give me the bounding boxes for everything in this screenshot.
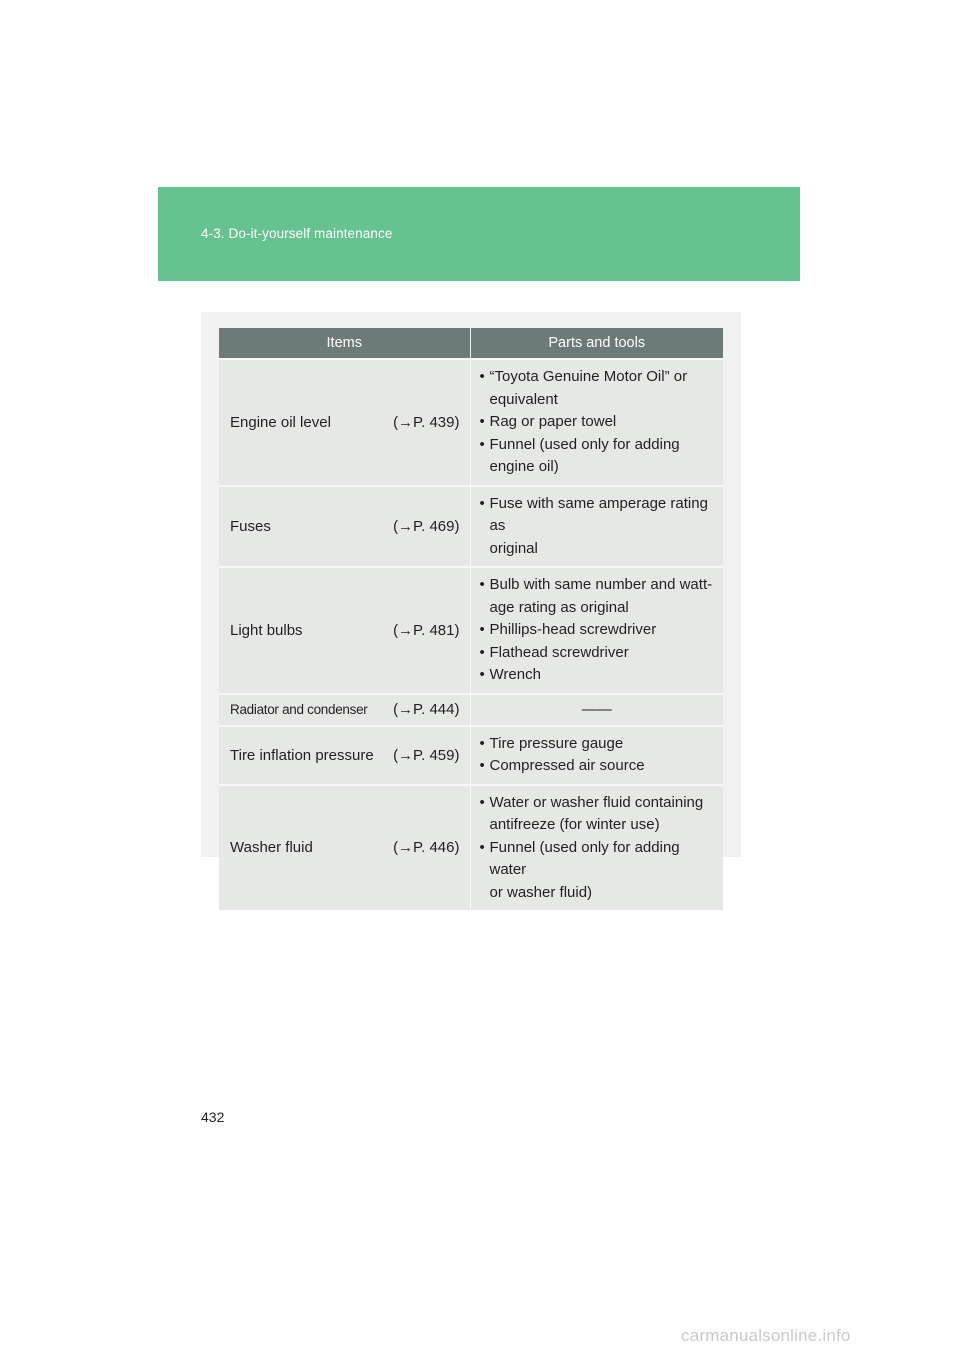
item-cell [219, 567, 470, 694]
item-cell [219, 726, 470, 785]
item-name: Radiator and condenser [230, 702, 368, 717]
page-reference: (→P. 481) [393, 621, 460, 639]
list-item-continuation: antifreeze (for winter use) [489, 816, 660, 833]
list-item-continuation: equivalent [489, 390, 558, 408]
page-reference: (→P. 446) [393, 839, 460, 857]
list-item: • Tire pressure gauge [479, 734, 624, 752]
list-item: • “Toyota Genuine Motor Oil” or [479, 368, 688, 385]
table-row [219, 359, 723, 486]
list-item: • Wrench [479, 666, 541, 683]
tools-cell [470, 785, 723, 911]
list-item: • Water or washer fluid containing [479, 793, 704, 811]
items-panel [201, 312, 741, 901]
column-header-tools: Parts and tools [470, 328, 723, 359]
maintenance-items-table [219, 328, 723, 910]
table-row [219, 567, 723, 694]
item-cell [219, 486, 470, 568]
item-name: Light bulbs [230, 621, 303, 639]
list-item: • Phillips-head screwdriver [479, 621, 657, 638]
item-cell [219, 694, 470, 726]
tools-cell [470, 694, 723, 726]
list-item: • Funnel (used only for adding water [479, 838, 680, 878]
item-cell [219, 785, 470, 911]
table-row [219, 486, 723, 568]
item-name: Engine oil level [230, 413, 331, 431]
page-reference: (→P. 459) [393, 746, 460, 764]
item-name: Fuses [230, 517, 271, 535]
page-reference: (→P. 444) [393, 701, 460, 718]
list-item: • Bulb with same number and watt- [479, 576, 713, 593]
list-item: • Compressed air source [479, 757, 645, 774]
list-item-continuation: age rating as original [489, 598, 629, 616]
watermark: carmanualsonline.info [681, 1326, 851, 1345]
list-item-continuation: original [489, 539, 538, 557]
table-row [219, 726, 723, 785]
table-row [219, 785, 723, 911]
section-title: 4-3. Do-it-yourself maintenance [201, 226, 393, 241]
column-header-items: Items [219, 328, 470, 359]
page-reference: (→P. 469) [393, 517, 460, 535]
no-tools-dash: —— [581, 701, 612, 718]
list-item: • Funnel (used only for adding [479, 435, 680, 453]
list-item-continuation: engine oil) [489, 458, 559, 475]
list-item-continuation: or washer fluid) [489, 883, 593, 901]
tools-cell [470, 359, 723, 486]
page-reference: (→P. 439) [393, 413, 460, 431]
tools-cell [470, 567, 723, 694]
tools-cell [470, 726, 723, 785]
page-number: 432 [201, 1109, 225, 1125]
item-name: Tire inflation pressure [230, 746, 374, 764]
table-row [219, 694, 723, 726]
tools-cell [470, 486, 723, 568]
item-cell [219, 359, 470, 486]
list-item: • Rag or paper towel [479, 413, 617, 430]
table-header-row [219, 328, 723, 359]
item-name: Washer fluid [230, 839, 313, 857]
section-header-band [158, 187, 800, 281]
list-item: • Flathead screwdriver [479, 643, 629, 661]
list-item: • Fuse with same amperage rating as [479, 494, 708, 534]
